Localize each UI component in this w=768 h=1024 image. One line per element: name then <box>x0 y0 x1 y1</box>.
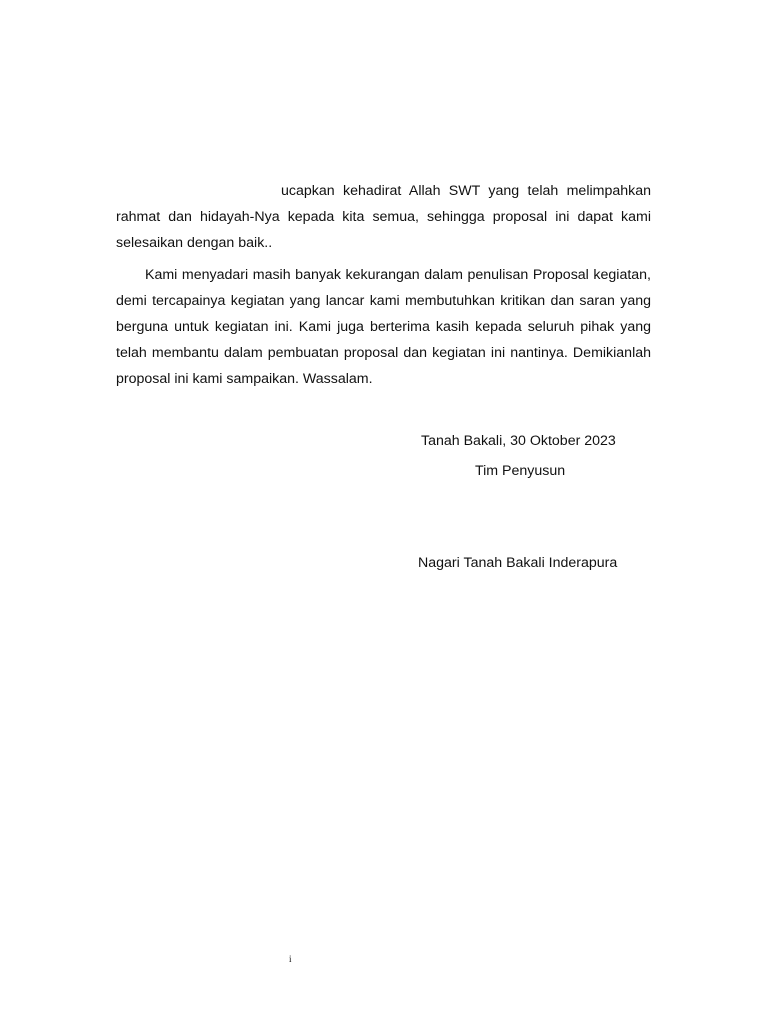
closing-paragraph: Kami menyadari masih banyak kekurangan dalam penulisan Proposal kegiatan, demi tercapainya kegiatan yang lancar kami membutuhkan kritikan dan saran yang berguna untuk kegiatan ini. Kami juga berterima kasih kepada seluruh pihak yang telah membantu dalam pembuatan proposal dan kegiatan ini nantinya. Demikianlah proposal ini kami sampaikan. Wassalam. <box>116 267 651 387</box>
page-number: i <box>289 954 292 964</box>
intro-paragraph: ucapkan kehadirat Allah SWT yang telah melimpahkan rahmat dan hidayah-Nya kepada kita semua, sehingga proposal ini dapat kami selesaikan dengan baik.. <box>116 183 651 251</box>
organization-line: Nagari Tanah Bakali Inderapura <box>418 555 618 571</box>
author-line: Tim Penyusun <box>475 463 566 479</box>
place-date-line: Tanah Bakali, 30 Oktober 2023 <box>421 433 616 449</box>
